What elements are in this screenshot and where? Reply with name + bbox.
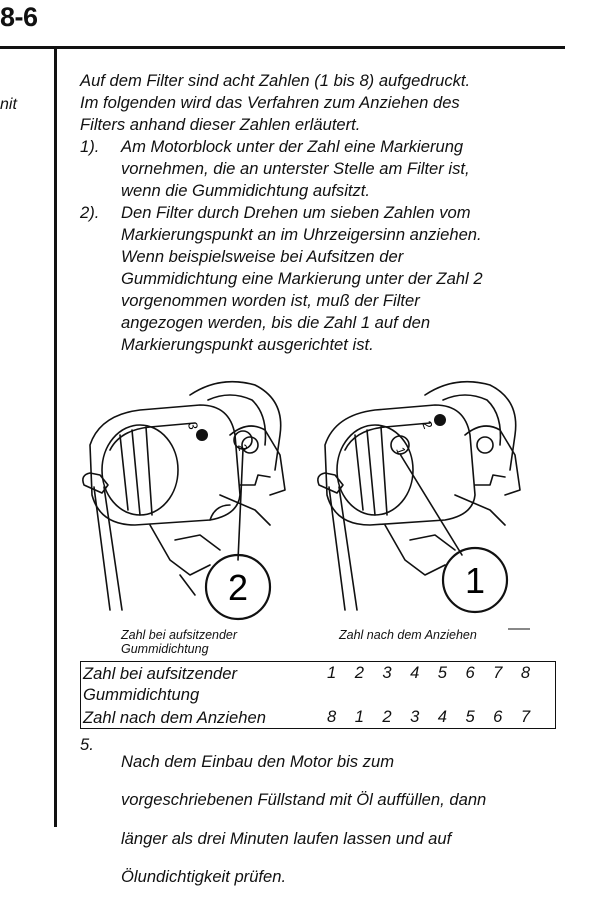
table-cell: 2: [382, 707, 392, 726]
step-line: vorgenommen worden ist, muß der Filter: [121, 291, 420, 310]
caption-right: Zahl nach dem Anziehen: [339, 628, 477, 642]
step-line: Am Motorblock unter der Zahl eine Markierung: [121, 137, 464, 156]
intro-line: Im folgenden wird das Verfahren zum Anziehen des: [80, 93, 460, 112]
left-callout-number: 2: [227, 567, 249, 608]
step-line: Nach dem Einbau den Motor bis zum: [121, 751, 395, 771]
left-filter-digit: 2: [235, 443, 250, 453]
left-filter-digit: 3: [185, 420, 202, 431]
right-filter-digit: 2: [419, 418, 436, 431]
step-number: 5.: [80, 735, 94, 754]
table-cell: 3: [410, 707, 420, 726]
table-cell: 8: [520, 663, 531, 682]
right-filter-drawing: [318, 382, 520, 610]
number-table: [80, 661, 556, 729]
caption-left-line: Gummidichtung: [121, 642, 209, 656]
table-cell: 7: [520, 707, 531, 726]
table-row-values: [327, 663, 549, 683]
table-row-label: [83, 663, 237, 705]
table-cell: 3: [382, 663, 392, 682]
table-cell: 6: [493, 707, 503, 726]
left-filter-drawing: [83, 382, 285, 610]
step-line: vornehmen, die an unterster Stelle am Filter ist,: [121, 159, 470, 178]
caption-rule: [508, 628, 530, 630]
row1-label-line: Gummidichtung: [83, 685, 200, 704]
step-5: [80, 734, 565, 905]
step-line: wenn die Gummidichtung aufsitzt.: [121, 181, 371, 200]
table-cell: 5: [465, 707, 475, 726]
row2-label: Zahl nach dem Anziehen: [83, 708, 266, 727]
step-line: Den Filter durch Drehen um sieben Zahlen vom: [121, 203, 471, 222]
table-cell: 4: [437, 707, 447, 726]
table-cell: 8: [327, 707, 337, 726]
table-cell: 1: [327, 663, 337, 682]
step-line: Wenn beispielsweise bei Aufsitzen der: [121, 247, 404, 266]
table-cell: 1: [354, 707, 364, 726]
table-cell: 7: [493, 663, 503, 682]
row1-label-line: Zahl bei aufsitzender: [83, 664, 238, 683]
step-number: 2).: [80, 203, 100, 222]
step-line: Markierungspunkt an im Uhrzeigersinn anziehen.: [121, 225, 482, 244]
oil-filter-illustration: [80, 375, 530, 635]
step-1: [80, 136, 565, 202]
intro-line: Filters anhand dieser Zahlen erläutert.: [80, 115, 361, 134]
page-number: 8-6: [0, 2, 38, 32]
step-line: vorgeschriebenen Füllstand mit Öl auffüllen, dann: [121, 790, 487, 810]
table-cell: 6: [465, 663, 475, 682]
right-filter-digit: 1: [393, 445, 409, 457]
step-2: [80, 202, 565, 356]
step-line: Ölundichtigkeit prüfen.: [121, 867, 287, 887]
table-row-values: [327, 707, 549, 727]
table-cell: 4: [410, 663, 420, 682]
margin-text-fragment: nit: [0, 96, 17, 113]
step-line: Gummidichtung eine Markierung unter der Zahl 2: [121, 269, 483, 288]
table-cell: 5: [437, 663, 447, 682]
margin-rule: [54, 46, 57, 827]
header-rule: [0, 46, 565, 49]
step-line: angezogen werden, bis die Zahl 1 auf den: [121, 313, 431, 332]
instructions-body: [80, 70, 565, 356]
step-number: 1).: [80, 137, 100, 156]
step-line: Markierungspunkt ausgerichtet ist.: [121, 335, 374, 354]
right-callout-number: 1: [464, 560, 486, 601]
caption-left: [121, 628, 291, 656]
intro-line: Auf dem Filter sind acht Zahlen (1 bis 8) aufgedruckt.: [80, 71, 471, 90]
table-cell: 2: [354, 663, 364, 682]
step-line: länger als drei Minuten laufen lassen und auf: [121, 828, 452, 848]
caption-left-line: Zahl bei aufsitzender: [121, 628, 238, 642]
